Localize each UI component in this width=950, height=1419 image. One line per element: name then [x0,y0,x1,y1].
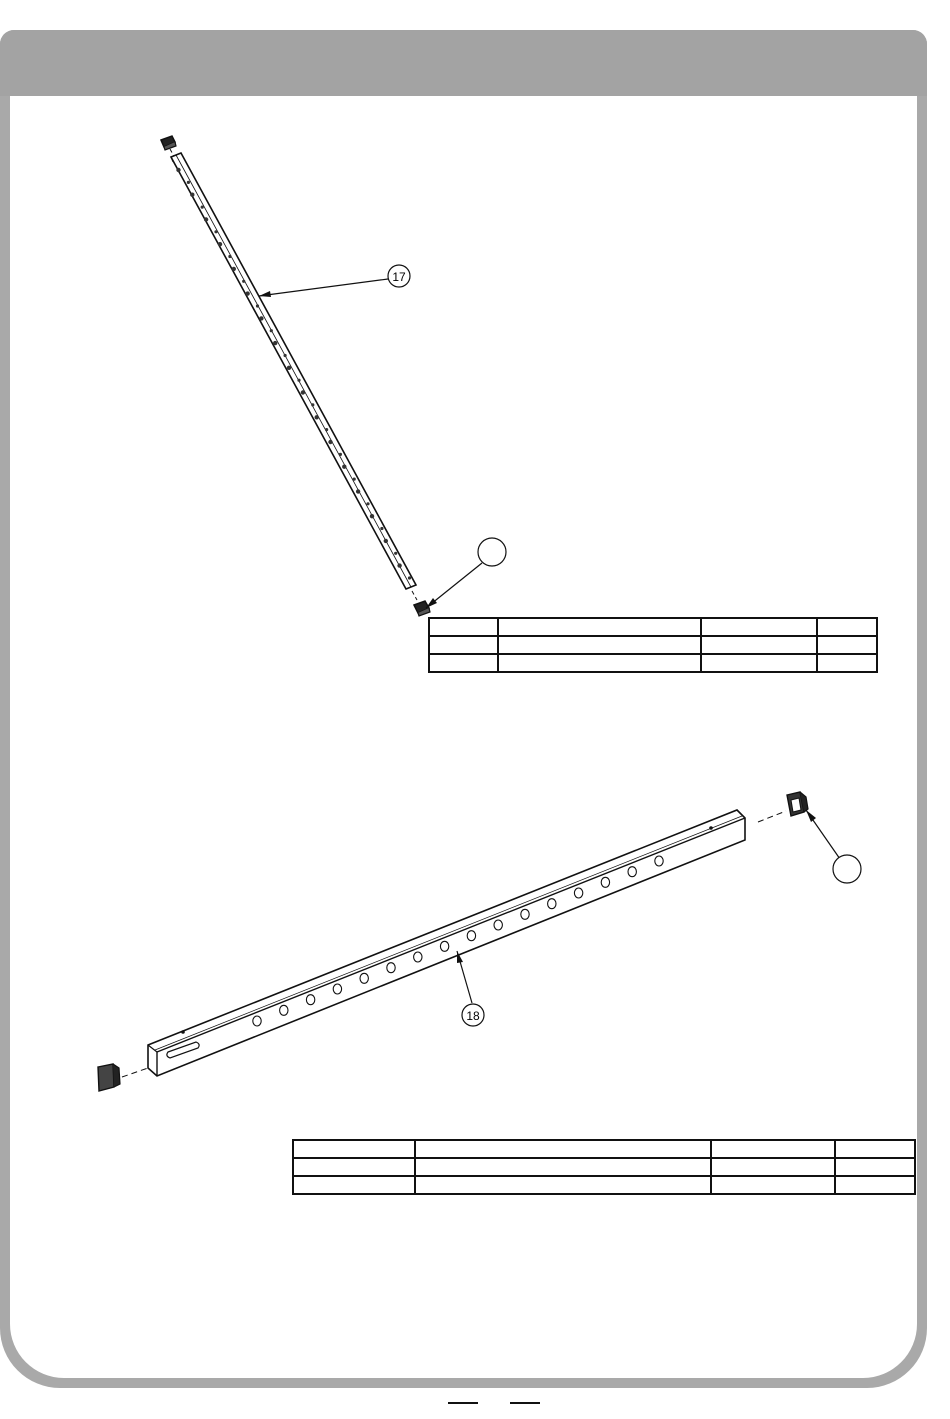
bar-hole [297,379,300,382]
right-end-cap [758,792,808,822]
bar-hole [187,181,190,184]
bar-hole [360,973,368,983]
top-end-cap [161,136,176,158]
footer-mark-left [448,1402,478,1404]
callout-cap-right [806,810,861,883]
bar-hole [339,453,342,456]
callout-17 [259,265,410,297]
bar-hole [574,888,582,898]
table-cell [415,1176,711,1194]
bar-hole [628,867,636,877]
table-row [293,1158,915,1176]
bottom-end-cap [412,591,430,616]
bar-hole [467,931,475,941]
bar-hole [328,440,332,444]
bar-hole [301,390,305,394]
table-cell [835,1158,915,1176]
parts-table-2 [292,1139,916,1195]
bar-hole [218,242,222,246]
bar-hole [315,415,319,419]
horizontal-bar-18 [148,810,745,1076]
bar-hole [408,576,411,579]
table-cell [835,1140,915,1158]
bar-hole [228,255,231,258]
table-cell [817,618,877,636]
bar-hole [366,502,369,505]
table-cell [835,1176,915,1194]
bar-hole [397,563,401,567]
table-cell [701,654,817,672]
footer-mark-right [510,1402,540,1404]
vertical-bar-assembly [161,136,506,616]
bar-hole [353,478,356,481]
bar-hole [325,428,328,431]
bar-hole [176,168,180,172]
bar-hole [287,366,291,370]
bar-hole [333,984,341,994]
vertical-bar-17 [171,153,416,589]
bar-hole [232,267,236,271]
bar-hole [204,217,208,221]
table-cell [415,1140,711,1158]
bar-hole [342,465,346,469]
table-cell [293,1176,415,1194]
bar-hole [548,899,556,909]
table-cell [429,654,498,672]
bar-hole [494,920,502,930]
bar-hole [253,1016,261,1026]
bar-hole [370,514,374,518]
table-cell [429,618,498,636]
bar-hole [306,995,314,1005]
table-cell [817,654,877,672]
bar-hole [284,354,287,357]
table-cell [711,1176,835,1194]
table-row [293,1176,915,1194]
bar-hole [242,280,245,283]
bar-hole [655,856,663,866]
table-cell [701,636,817,654]
table-cell [498,618,701,636]
parts-table-1 [428,617,878,673]
callout-cap-top [426,538,506,608]
callout-18 [457,951,484,1026]
bar-hole [280,1005,288,1015]
table-cell [711,1158,835,1176]
table-row [429,618,877,636]
table-row [293,1140,915,1158]
left-end-cap [98,1064,148,1091]
bar-hole [521,909,529,919]
table-cell [415,1158,711,1176]
bar-hole [190,193,194,197]
bar-hole [256,304,259,307]
bar-hole [380,527,383,530]
table-row [429,654,877,672]
bar-hole [270,329,273,332]
bar-hole [601,877,609,887]
table-cell [498,654,701,672]
table-cell [293,1158,415,1176]
callout-18-label: 18 [466,1009,480,1023]
bar-hole [356,489,360,493]
table-cell [701,618,817,636]
table-cell [498,636,701,654]
bar-hole [214,230,217,233]
bar-hole [245,291,249,295]
bar-hole [259,316,263,320]
bar-hole [311,403,314,406]
callout-17-label: 17 [392,270,406,284]
bar-hole [440,941,448,951]
table-cell [429,636,498,654]
table-cell [293,1140,415,1158]
table-cell [817,636,877,654]
horizontal-bar-assembly [98,792,861,1091]
bar-hole [394,552,397,555]
bar-hole [414,952,422,962]
bar-hole [273,341,277,345]
table-cell [711,1140,835,1158]
bar-hole [201,206,204,209]
bar-hole [384,539,388,543]
table-row [429,636,877,654]
bar-hole [387,963,395,973]
